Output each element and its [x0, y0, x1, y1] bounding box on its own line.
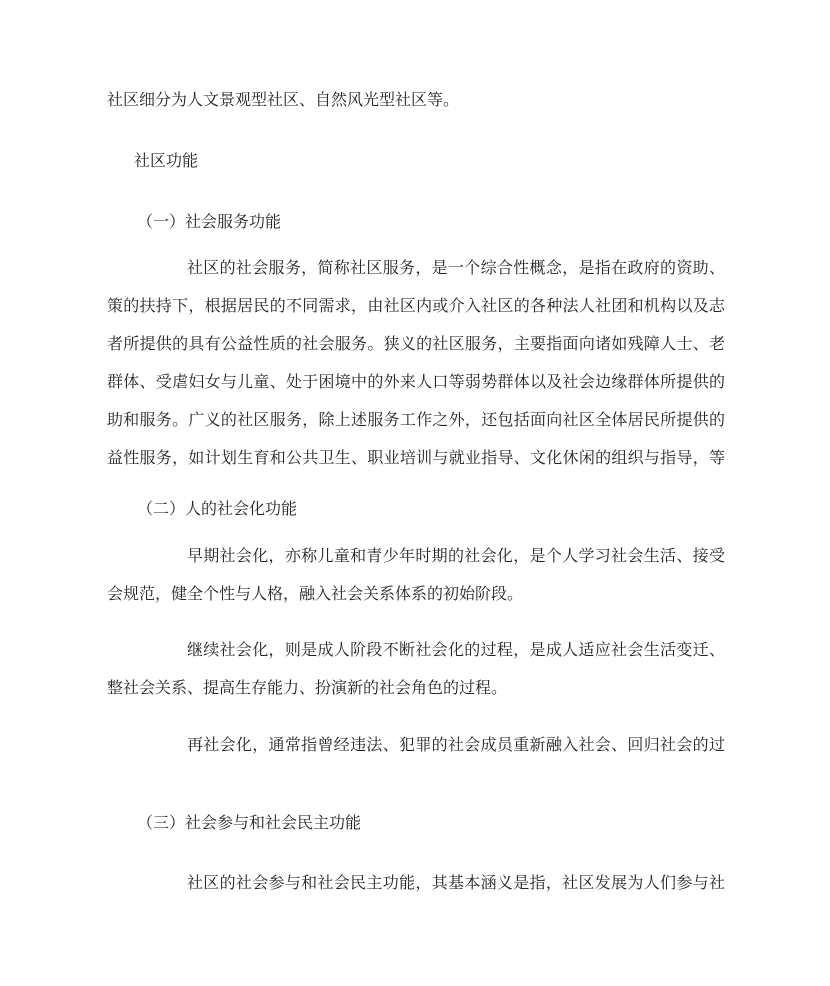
text-line: 群体、受虐妇女与儿童、处于困境中的外来人口等弱势群体以及社会边缘群体所提供的 [107, 372, 725, 391]
paragraph-continuing-socialization [107, 631, 725, 707]
text-line: 策的扶持下，根据居民的不同需求，由社区内或介入社区的各种法人社团和机构以及志 [107, 296, 725, 315]
text-line: 助和服务。广义的社区服务，除上述服务工作之外，还包括面向社区全体居民所提供的 [107, 410, 725, 429]
text-line: 益性服务，如计划生育和公共卫生、职业培训与就业指导、文化休闲的组织与指导，等 [107, 448, 725, 467]
text-line: 会规范，健全个性与人格，融入社会关系体系的初始阶段。 [107, 584, 524, 603]
paragraph-resocialization [107, 726, 725, 764]
text-line: 整社会关系、提高生存能力、扮演新的社会角色的过程。 [107, 678, 508, 697]
intro-line: 社区细分为人文景观型社区、自然风光型社区等。 [107, 90, 460, 109]
text-line: 社区的社会服务，简称社区服务，是一个综合性概念，是指在政府的资助、 [187, 258, 725, 277]
paragraph-social-service [107, 249, 725, 477]
subsection-heading-1: （一）社会服务功能 [137, 212, 282, 231]
text-line: 继续社会化，则是成人阶段不断社会化的过程，是成人适应社会生活变迁、 [187, 640, 725, 659]
paragraph-early-socialization [107, 537, 725, 613]
subsection-heading-3: （三）社会参与和社会民主功能 [137, 813, 362, 832]
text-line: 早期社会化，亦称儿童和青少年时期的社会化，是个人学习社会生活、接受 [187, 546, 725, 565]
section-title: 社区功能 [134, 151, 199, 170]
text-line: 社区的社会参与和社会民主功能，其基本涵义是指，社区发展为人们参与社 [187, 873, 725, 892]
text-line: 者所提供的具有公益性质的社会服务。狭义的社区服务，主要指面向诸如残障人士、老 [107, 334, 725, 353]
paragraph-participation [107, 864, 725, 902]
text-line: 再社会化，通常指曾经违法、犯罪的社会成员重新融入社会、回归社会的过 [187, 735, 725, 754]
subsection-heading-2: （二）人的社会化功能 [137, 499, 298, 518]
